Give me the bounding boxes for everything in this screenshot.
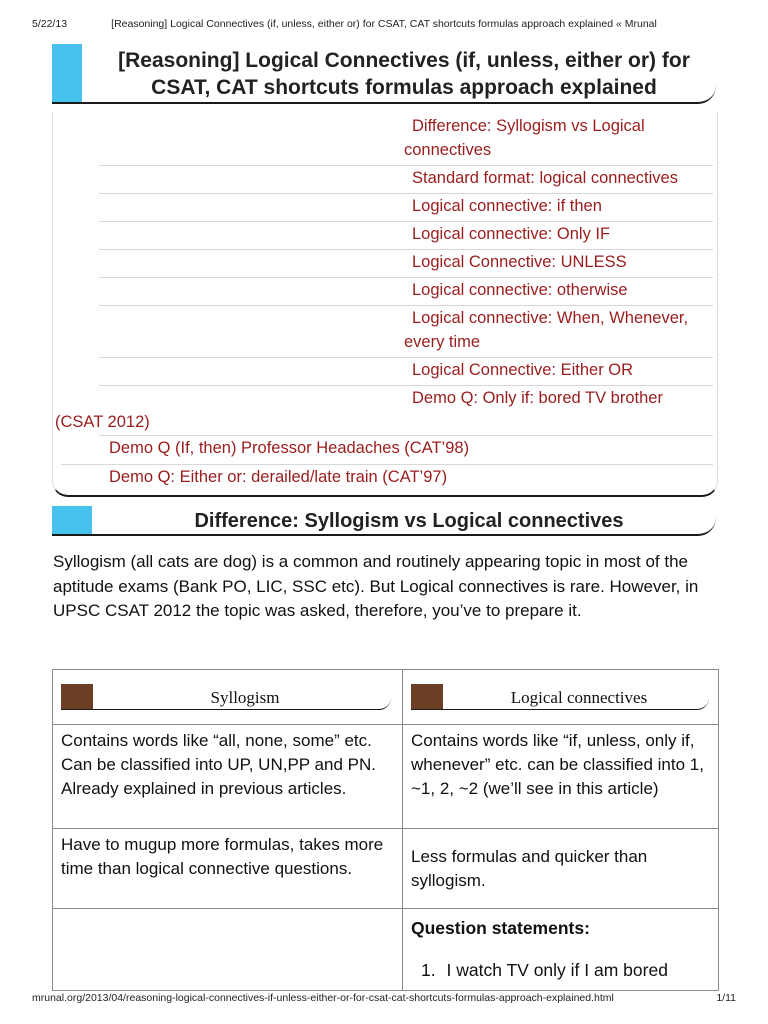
table-cell [403, 829, 718, 909]
toc-link-text: Difference: Syllogism vs Logical [412, 117, 645, 135]
section-heading: Difference: Syllogism vs Logical connectives [194, 510, 624, 532]
header-square [411, 684, 443, 709]
toc-link[interactable] [99, 166, 713, 194]
toc-link-text: Logical connective: Only IF [412, 225, 611, 243]
question-item [411, 958, 710, 982]
toc-link[interactable] [99, 194, 713, 222]
article-title-box [52, 44, 716, 104]
table-header-bar [61, 684, 391, 710]
toc-link[interactable] [99, 278, 713, 306]
toc-link-text: Standard format: logical connectives [412, 169, 678, 187]
toc-link-text: every time [404, 333, 481, 351]
toc-link[interactable] [99, 222, 713, 250]
print-page-number: 1/11 [716, 992, 736, 1004]
toc-link-text: connectives [404, 141, 492, 159]
table-cell-text: Less formulas and quicker than syllogism. [411, 847, 648, 890]
toc-link[interactable] [99, 250, 713, 278]
toc-link-text: Logical connective: if then [412, 197, 602, 215]
toc-link-text: (CSAT 2012) [55, 413, 150, 431]
question-text: I watch TV only if I am bored [446, 960, 668, 980]
toc-link[interactable] [61, 465, 713, 491]
toc-link-text: Logical Connective: Either OR [412, 361, 634, 379]
print-date: 5/22/13 [32, 18, 68, 30]
table-of-contents [52, 112, 718, 497]
print-page-title: [Reasoning] Logical Connectives (if, unless, either or) for CSAT, CAT shortcuts formulas approach explained « Mrunal [111, 18, 657, 30]
table-header-cell [53, 670, 403, 725]
col2-header: Logical connectives [510, 688, 648, 707]
article-title [92, 47, 716, 101]
toc-link-text: Demo Q: Either or: derailed/late train (CAT’97) [109, 468, 448, 486]
header-square [61, 684, 93, 709]
section-accent-square [52, 506, 92, 534]
table-cell-text: Have to mugup more formulas, takes more time than logical connective questions. [61, 835, 384, 878]
table-cell [53, 829, 403, 909]
table-cell [53, 725, 403, 829]
toc-link-text: Demo Q (If, then) Professor Headaches (CAT’98) [109, 439, 470, 457]
question-statements-heading: Question statements: [411, 918, 590, 938]
toc-link-text: Logical Connective: UNLESS [412, 253, 627, 271]
article-title-line2: CSAT, CAT shortcuts formulas approach explained [151, 76, 657, 99]
toc-link[interactable] [99, 114, 713, 166]
table-cell [403, 725, 718, 829]
table-header-cell [403, 670, 718, 725]
toc-link[interactable] [99, 358, 713, 386]
article-title-line1: [Reasoning] Logical Connectives (if, unless, either or) for [118, 49, 690, 72]
question-number: 1. [421, 960, 436, 980]
table-cell [403, 909, 718, 990]
toc-link[interactable] [61, 436, 713, 465]
toc-link[interactable] [55, 386, 713, 436]
toc-link-text: Logical connective: otherwise [412, 281, 628, 299]
title-accent-square [52, 44, 82, 102]
toc-link-text: Logical connective: When, Whenever, [412, 309, 689, 327]
col1-header: Syllogism [210, 688, 280, 707]
comparison-table [52, 669, 719, 991]
section-heading-box [52, 506, 716, 536]
table-cell [53, 909, 403, 990]
toc-link-text: Demo Q: Only if: bored TV brother [412, 389, 663, 407]
table-header-bar [411, 684, 709, 710]
intro-paragraph: Syllogism (all cats are dog) is a common and routinely appearing topic in most of the aptitude exams (Bank PO, LIC, SSC etc). But Logical connectives is rare. However, in UPSC CSAT 2012 the topic was asked, therefore, you’ve to prepare it. [53, 552, 699, 620]
table-cell-text: Contains words like “if, unless, only if, whenever” etc. can be classified into 1, ~1, 2, ~2 (we’ll see in this article) [411, 731, 704, 798]
toc-link[interactable] [99, 306, 713, 358]
table-cell-text: Contains words like “all, none, some” etc. Can be classified into UP, UN,PP and PN. Already explained in previous articles. [61, 731, 376, 798]
print-footer-url[interactable]: mrunal.org/2013/04/reasoning-logical-connectives-if-unless-either-or-for-csat-cat-shortcuts-formulas-approach-explained.html [32, 992, 614, 1004]
